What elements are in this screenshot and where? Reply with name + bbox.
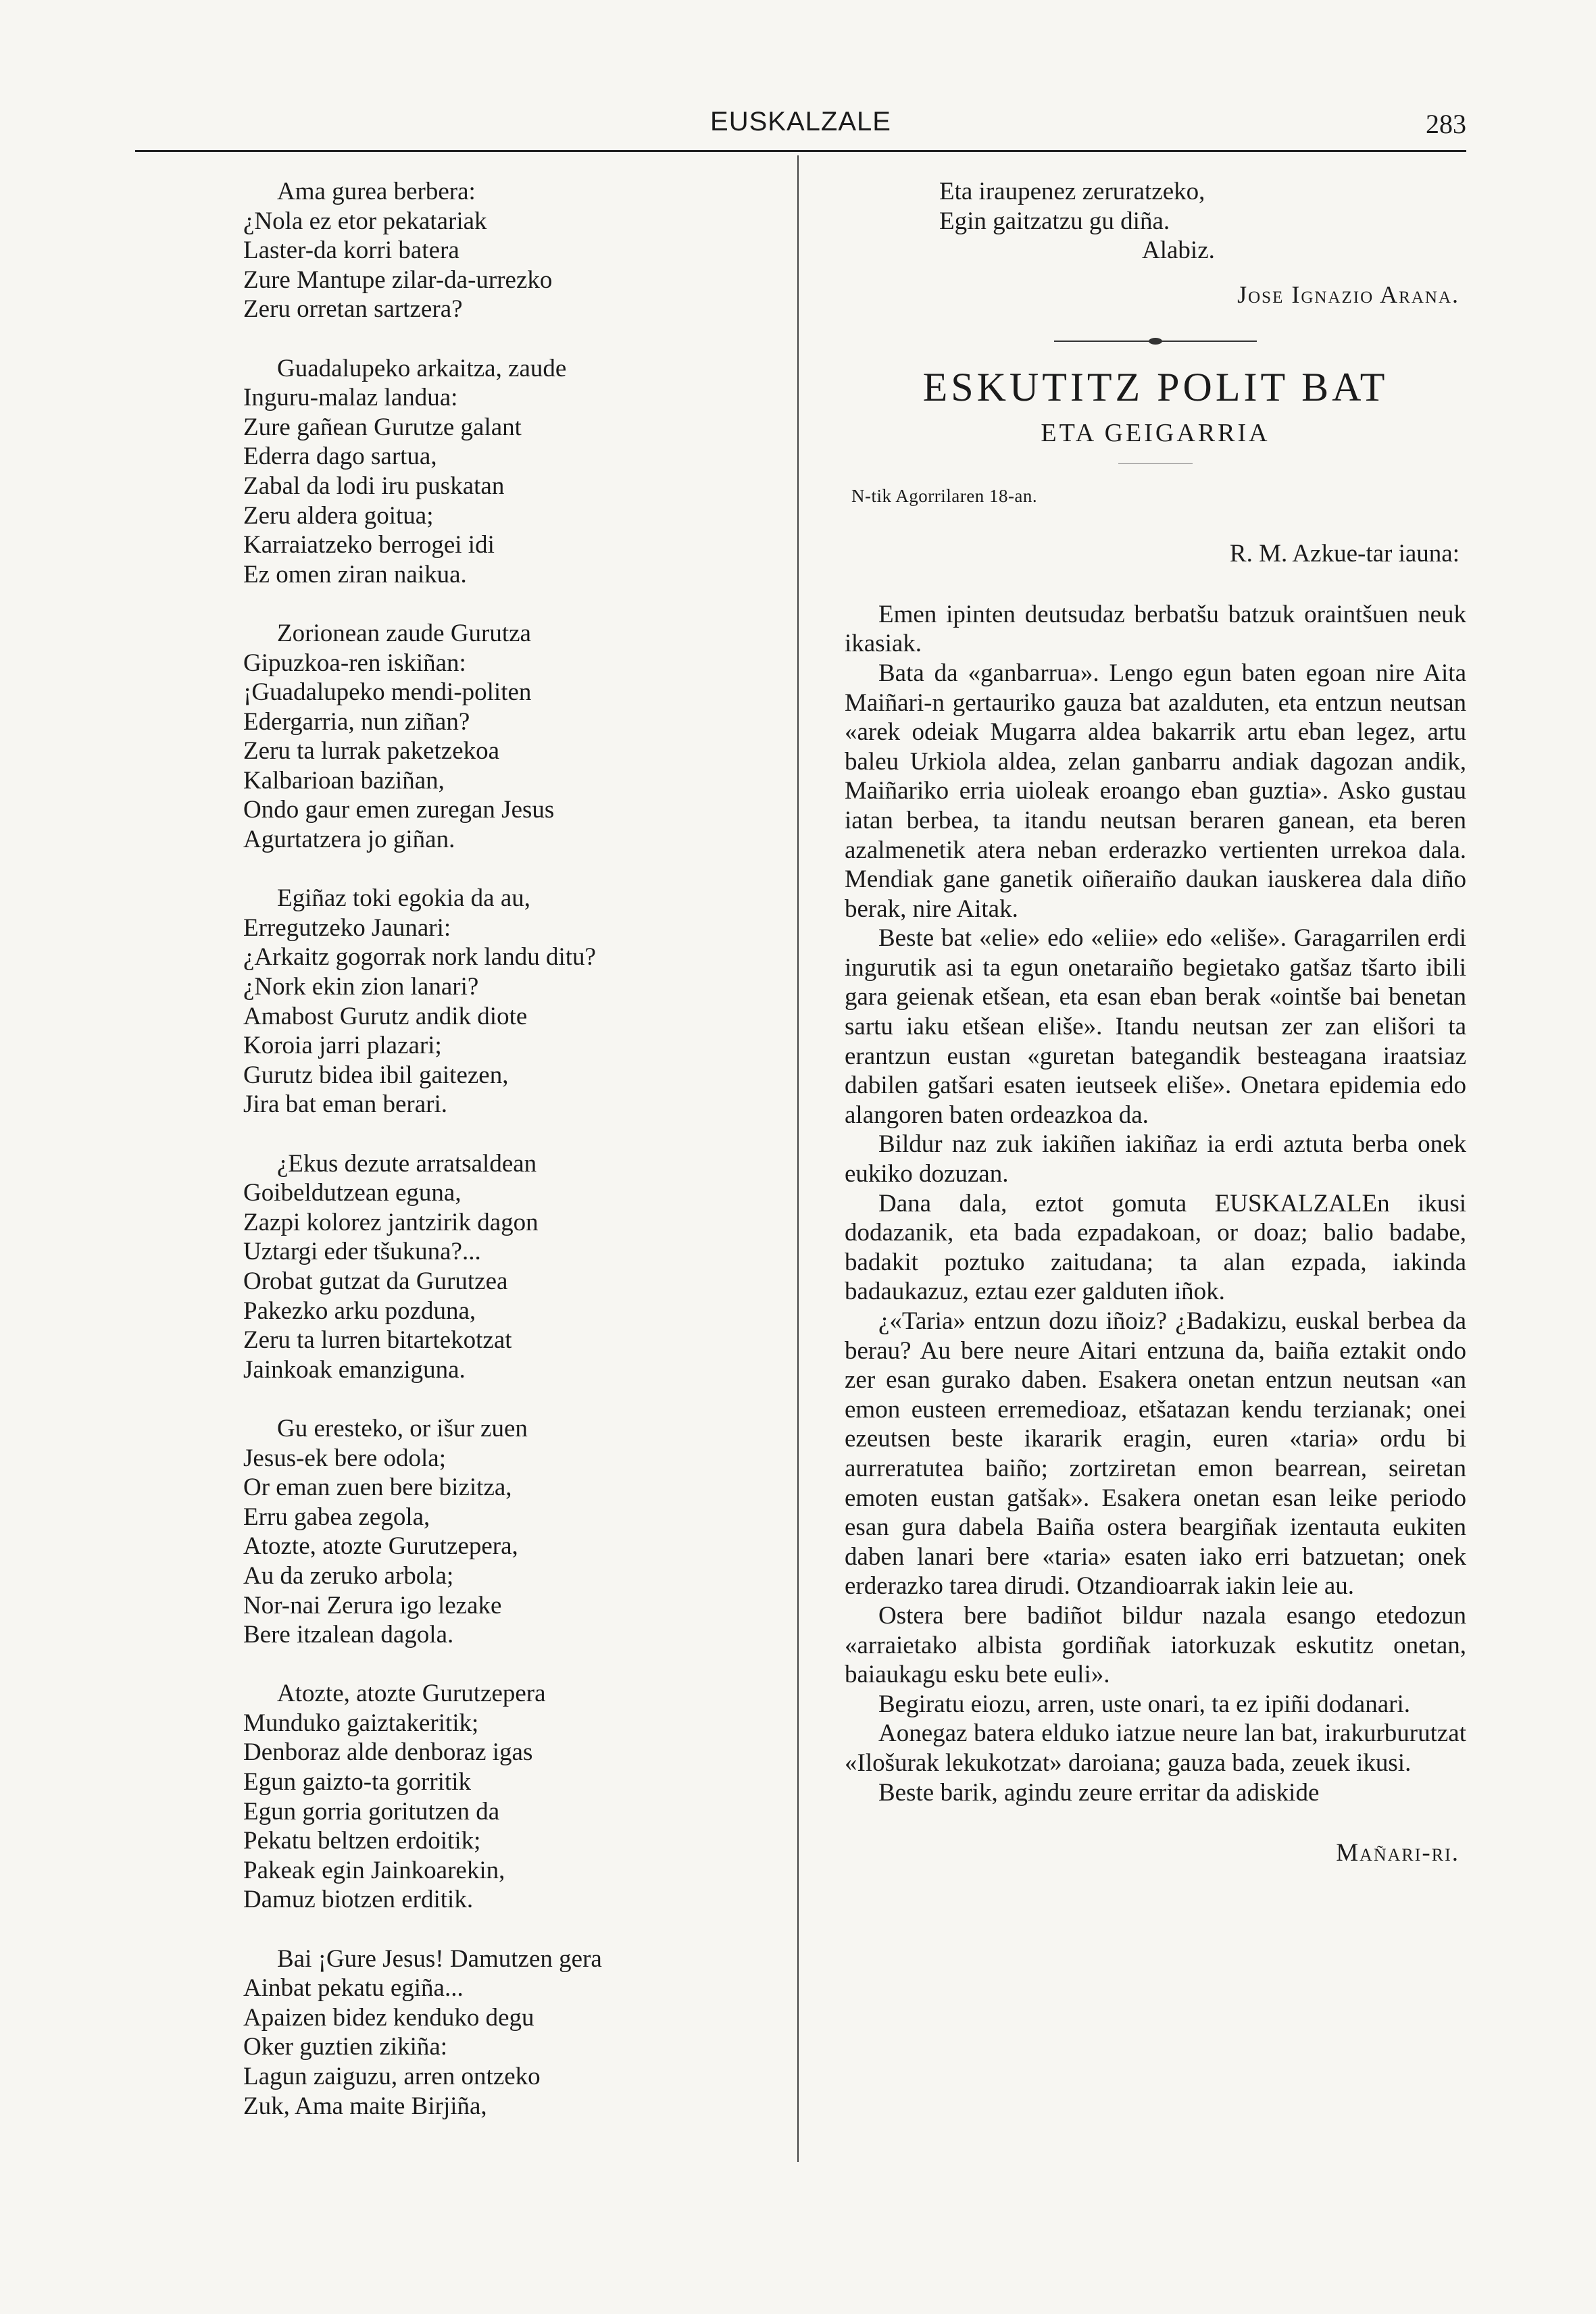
poem-line: Uztargi eder tšukuna?...	[243, 1238, 481, 1266]
poem-line: Egiñaz toki egokia da au,	[277, 884, 531, 913]
poem-line: Gurutz bidea ibil gaitezen,	[243, 1061, 509, 1089]
poem-line: Edergarria, nun ziñan?	[243, 707, 470, 736]
poem-line: Orobat gutzat da Gurutzea	[243, 1267, 508, 1295]
poem-line: ¿Arkaitz gogorrak nork landu ditu?	[243, 943, 596, 972]
letter-paragraph: Emen ipinten deutsudaz berbatšu batzuk oraintšuen neuk ikasiak.	[845, 600, 1466, 658]
poem-line: Erru gabea zegola,	[243, 1503, 430, 1531]
poem-line: ¡Guadalupeko mendi-politen	[243, 678, 532, 707]
poem-line: Eta iraupenez zeruratzeko,	[939, 178, 1205, 205]
poem-line: Agurtatzera jo giñan.	[243, 826, 455, 854]
poem-stanza	[243, 1944, 770, 2121]
poem-author: Jose Ignazio Arana.	[1237, 280, 1460, 308]
poem-line: Pekatu beltzen erdoitik;	[243, 1827, 481, 1855]
poem-line: Damuz biotzen erditik.	[243, 1886, 474, 1914]
letter-paragraph: Aonegaz batera elduko iatzue neure lan bat, irakurburutzat «Ilošurak lekukotzat» daroiana; gauza bada, zeuek ikusi.	[845, 1719, 1466, 1777]
ornament-rule	[1054, 341, 1257, 342]
letter-paragraph: Bildur naz zuk iakiñen iakiñaz ia erdi aztuta berba onek eukiko dozuzan.	[845, 1130, 1466, 1188]
poem-line: Zeru ta lurrak paketzekoa	[243, 737, 500, 765]
journal-title: EUSKALZALE	[710, 107, 891, 136]
poem-line: Egin gaitzatzu gu diña.	[939, 207, 1170, 235]
running-head	[135, 101, 1466, 149]
signature: Mañari-ri.	[1336, 1839, 1460, 1867]
poem-line: Zure Mantupe zilar-da-urrezko	[243, 266, 553, 294]
poem-line: Pakeak egin Jainkoarekin,	[243, 1856, 505, 1884]
dateline: N-tik Agorrilaren 18-an.	[851, 485, 1038, 506]
poem-line: ¿Nork ekin zion lanari?	[243, 973, 479, 1001]
poem-line: Bere itzalean dagola.	[243, 1621, 454, 1649]
letter-paragraph: Beste barik, agindu zeure erritar da adiskide	[878, 1778, 1320, 1807]
poem-stanza	[243, 884, 770, 1120]
letter-paragraph: Beste bat «elie» edo «eliie» edo «elišе». Garagarrilen erdi ingurutik asi ta egun onetaraiño begietako gatšaz tšarto ibili gara geienak etšean, eta esan eban berak «ointšе bai benetan sartu iaku etšean elišе». Itandu neutsan zer zan elišori ta erantzun eustan «guretan bategandik besteagana iraatsiaz dabilen gatšari esaten ieutseek elišе». Onetara epidemia edo alangoren baten ordeazkoa da.	[845, 924, 1466, 1129]
poem-line: Atozte, atozte Gurutzepera	[277, 1680, 546, 1708]
poem-line: Guadalupeko arkaitza, zaude	[277, 354, 567, 382]
poem-line: Ainbat pekatu egiña...	[243, 1974, 464, 2003]
poem-line: Atozte, atozte Gurutzepera,	[243, 1532, 518, 1561]
poem-line: Denboraz alde denboraz igas	[243, 1738, 533, 1767]
right-column	[845, 177, 1466, 1868]
salutation: R. M. Azkue-tar iauna:	[1229, 540, 1460, 568]
column-divider	[797, 155, 799, 2162]
poem-line: Jesus-ek bere odola;	[243, 1444, 447, 1472]
letter-paragraph: ¿«Taria» entzun dozu iñoiz? ¿Badakizu, euskal berbea da berau? Au bere neure Aitari entzuna da, baiña eztakit ondo zer esan gurako daben. Esakera onetan entzun neutsan «an emon eusteen erremedioaz, etšatazan kendu terzianak; onei ezeutsen beste ikararik eragin, euren «taria» ordu bi aurreratutea baiño; zortziretan emon bearrean, seiretan emoten eustan gatšak». Esakera onetan esan leike periodo esan gura dabela Baiña ostera beargiñak izentauta eukiten daben lanari bere «taria» esaten iako erri batzuetan; onek erderazko tarea dirudi. Otzandioarrak iakin leie au.	[845, 1307, 1466, 1601]
poem-line: Zabal da lodi iru puskatan	[243, 472, 505, 500]
poem-line: Au da zeruko arbola;	[243, 1561, 454, 1590]
poem-stanza	[243, 1679, 770, 1915]
poem-line: Zuk, Ama maite Birjiña,	[243, 2092, 487, 2120]
poem-stanza	[243, 1149, 770, 1385]
poem-line: Koroia jarri plazari;	[243, 1032, 442, 1060]
letter-paragraph: Begiratu eiozu, arren, uste onari, ta ez ipiñi dodanari.	[878, 1690, 1410, 1718]
poem-line: Ama gurea berbera:	[277, 178, 476, 205]
poem-stanza	[243, 177, 770, 324]
letter-paragraph: Ostera bere badiñot bildur nazala esango etedozun «arraietako albista gordiñak iatorkuzak eskutitz onetan, baiaukagu esku bete euli».	[845, 1601, 1466, 1689]
poem-stanza	[243, 619, 770, 855]
poem-line: Munduko gaiztakeritik;	[243, 1709, 479, 1737]
poem-line: Egun gorria goritutzen da	[243, 1797, 500, 1826]
poem-stanza	[243, 354, 770, 590]
poem-line: Zeru ta lurren bitartekotzat	[243, 1326, 512, 1355]
poem-line: Zorionean zaude Gurutza	[277, 619, 531, 647]
poem-line: Bai ¡Gure Jesus! Damutzen gera	[277, 1944, 602, 1973]
letter-paragraph: Bata da «ganbarrua». Lengo egun baten egoan nire Aita Maiñari-n gertauriko gauza bat azalduten, eta entzun neutsan «arek odeiak Mugarra aldea bakarrik artu eban legez, artu baleu Urkiola aldea, zelan ganbarru andiak dagozan andik, Maiñariko erria uioleak eroango eban guztia». Asko gustau iatan berbea, ta itandu neutsan beraren ganean, eta beren azalmenetik atera neban erderazko vertienten urrekoa dala. Mendiak gane ganetik oiñeraiño daukan iauskerea dala diño berak, nire Aitak.	[845, 659, 1466, 923]
poem-line: Zazpi kolorez jantzirik dagon	[243, 1208, 539, 1236]
poem-line: Zeru orretan sartzera?	[243, 295, 463, 324]
poem-line: Erregutzeko Jaunari:	[243, 913, 451, 942]
poem-line: Jainkoak emanziguna.	[243, 1355, 466, 1384]
poem-line: Lagun zaiguzu, arren ontzeko	[243, 2063, 541, 2090]
page-number: 283	[1426, 109, 1466, 139]
poem-line: Inguru-malaz landua:	[243, 384, 458, 412]
poem-line: ¿Ekus dezute arratsaldean	[277, 1149, 537, 1178]
poem-line: Ondo gaur emen zuregan Jesus	[243, 796, 555, 824]
letter-paragraph: Dana dala, eztot gomuta EUSKALZALEn ikusi dodazanik, eta bada ezpadakoan, or doaz; balio badabe, badakit poztuko zaitudana; ta alan ezpada, iakinda badaukazuz, eztau ezer galduten iñok.	[845, 1189, 1466, 1306]
article-subtitle: ETA GEIGARRIA	[1041, 418, 1270, 447]
poem-line: Zeru aldera goitua;	[243, 501, 434, 530]
poem-line: Apaizen bidez kenduko degu	[243, 2003, 534, 2032]
poem-line: Or eman zuen bere bizitza,	[243, 1474, 512, 1502]
closing-poem	[845, 177, 1466, 266]
poem-line: Goibeldutzean eguna,	[243, 1179, 462, 1207]
poem-line: Pakezko arku pozduna,	[243, 1297, 476, 1325]
poem-line: Laster-da korri batera	[243, 236, 459, 265]
poem-line: Egun gaizto-ta gorritik	[243, 1768, 472, 1796]
poem-line: Amabost Gurutz andik diote	[243, 1002, 528, 1030]
letter-body	[845, 600, 1466, 1807]
small-divider	[1118, 463, 1193, 464]
poem-line: Zure gañean Gurutze galant	[243, 413, 522, 441]
poem-line: Gipuzkoa-ren iskiñan:	[243, 649, 466, 677]
poem-line: Ederra dago sartua,	[243, 443, 437, 471]
poem-line: Jira bat eman berari.	[243, 1090, 448, 1119]
poem-stanza	[243, 1414, 770, 1650]
poem-line: Alabiz.	[1142, 236, 1215, 265]
header-rule	[135, 150, 1466, 152]
poem-line: Oker guztien zikiña:	[243, 2033, 448, 2061]
poem-column	[243, 177, 770, 2121]
poem-line: Ez omen ziran naikua.	[243, 560, 467, 588]
poem-line: Kalbarioan baziñan,	[243, 766, 445, 795]
poem-line: ¿Nola ez etor pekatariak	[243, 207, 487, 235]
poem-line: Gu eresteko, or išur zuen	[277, 1414, 528, 1442]
poem-line: Nor-nai Zerura igo lezake	[243, 1591, 502, 1619]
poem-line: Karraiatzeko berrogei idi	[243, 531, 495, 559]
article-title: ESKUTITZ POLIT BAT	[922, 365, 1389, 410]
